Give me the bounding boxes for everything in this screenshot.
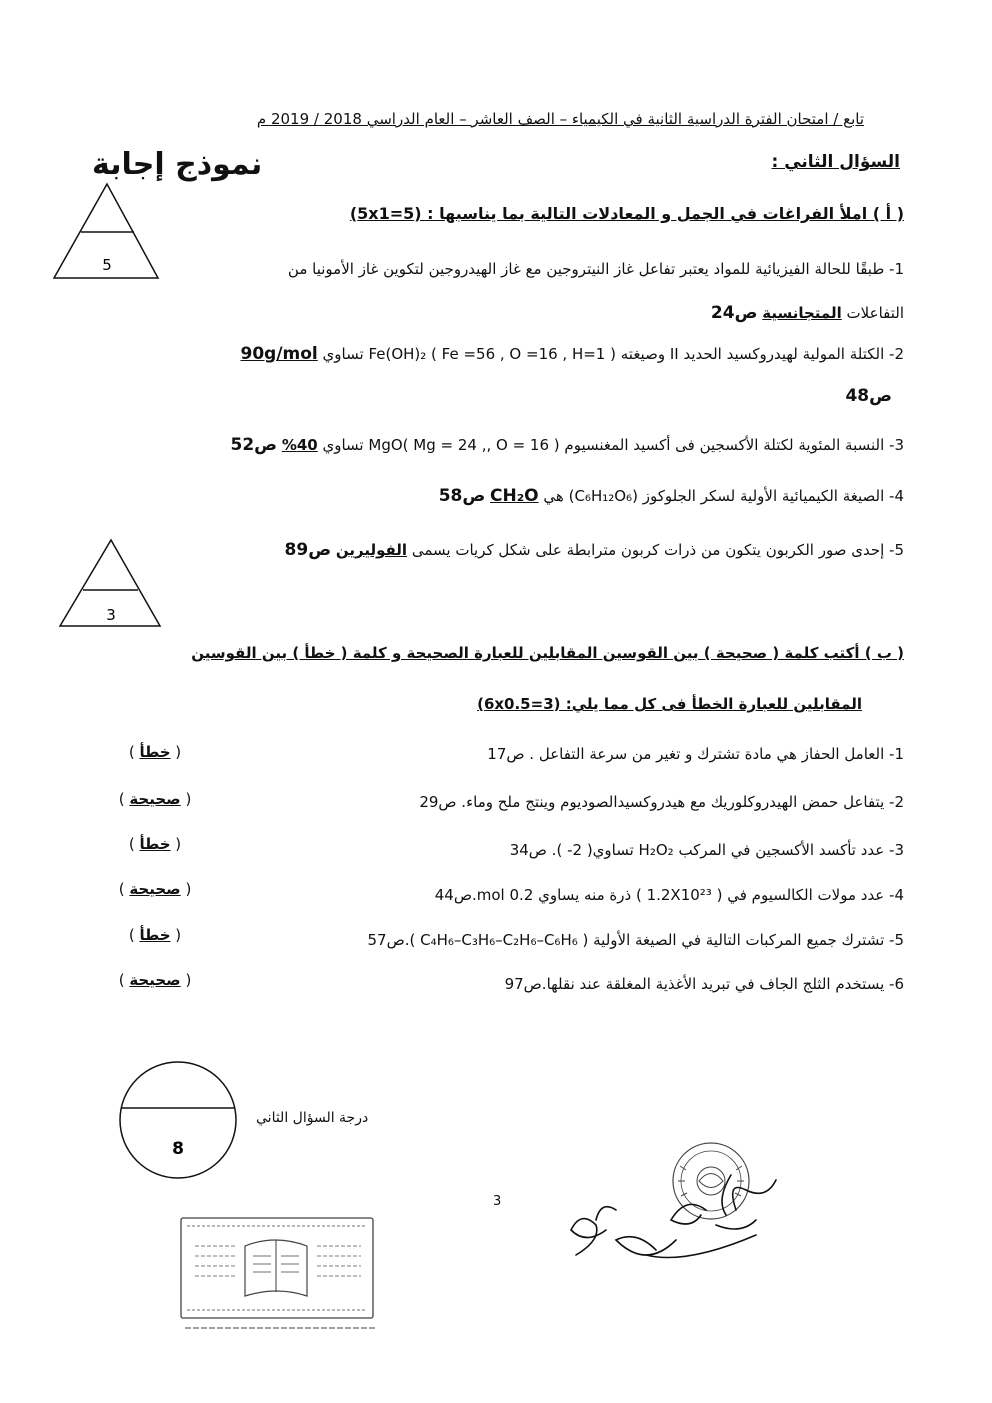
part-b-instruction-line1: ( ب ) أكتب كلمة ( صحيحة ) بين القوسين المقابلين للعبارة الصحيحة و كلمة ( خطأ ) بين القوسين: [191, 644, 904, 662]
part-a-item-4-answer: CH₂O: [490, 486, 539, 506]
part-a-item-3: [230, 435, 904, 455]
part-b-item-1: 1- العامل الحفاز هي مادة تشترك و تغير من سرعة التفاعل . ص17: [487, 745, 904, 763]
part-a-item-4-text: 4- الصيغة الكيميائية الأولية لسكر الجلوكوز (C₆H₁₂O₆) هي: [543, 487, 904, 505]
exam-header-title: تابع / امتحان الفترة الدراسية الثانية في الكيمياء – الصف العاشر – العام الدراسي 2018 / 2019 م: [256, 110, 864, 128]
question-title: السؤال الثاني :: [771, 152, 900, 172]
part-b-item-4-answer-box: ( صحيحة ): [118, 880, 192, 898]
part-a-item-1-page: ص24: [710, 303, 758, 323]
part-b-item-4-answer: صحيحة: [129, 880, 181, 898]
part-b-item-5-answer-box: ( خطأ ): [128, 926, 182, 944]
part-b-item-3-answer: خطأ: [139, 835, 171, 853]
score-triangle-b: [58, 538, 164, 632]
part-a-item-3-page: ص52: [230, 435, 278, 455]
part-a-item-2-page: ص48: [845, 386, 892, 406]
total-score-circle: [116, 1058, 240, 1182]
part-b-item-6-answer: صحيحة: [129, 971, 181, 989]
page-number: 3: [493, 1194, 502, 1209]
part-b-item-1-answer: خطأ: [139, 743, 171, 761]
part-a-item-4-page: ص58: [438, 486, 486, 506]
part-a-item-4: [439, 486, 904, 506]
part-b-item-5-answer: خطأ: [139, 926, 171, 944]
part-a-item-1-answer: المتجانسية: [762, 304, 842, 322]
part-b-item-5: 5- تشترك جميع المركبات التالية في الصيغة الأولية ( C₄H₆–C₃H₆–C₂H₆–C₆H₆ ).ص57: [367, 931, 904, 949]
part-a-item-3-text: 3- النسبة المئوية لكتلة الأكسجين فى أكسيد المغنسيوم MgO( Mg = 24 ,, O = 16 ) تساوي: [322, 436, 904, 454]
part-b-item-4: 4- عدد مولات الكالسيوم في ( 1.2X10²³ ) ذرة منه يساوي 0.2 mol.ص44: [434, 886, 904, 904]
part-a-item-2-text: 2- الكتلة المولية لهيدروكسيد الحديد II وصيغته Fe(OH)₂ ( Fe =56 , O =16 , H=1 ) تساوي: [322, 345, 904, 363]
part-b-item-6: 6- يستخدم الثلج الجاف في تبريد الأغذية المغلقة عند نقلها.ص97: [504, 975, 904, 993]
part-b-item-2-answer-box: ( صحيحة ): [118, 790, 192, 808]
part-a-item-5: [285, 540, 904, 560]
part-a-item-1-line1: 1- طبقًا للحالة الفيزيائية للمواد يعتبر تفاعل غاز النيتروجين مع غاز الهيدروجين لتكوين غاز الأمونيا من: [287, 260, 904, 278]
part-b-item-3-answer-box: ( خطأ ): [128, 835, 182, 853]
part-b-item-6-answer-box: ( صحيحة ): [118, 971, 192, 989]
part-a-item-2: [241, 344, 905, 364]
part-a-item-5-page: ص89: [284, 540, 332, 560]
part-b-item-2-answer: صحيحة: [129, 790, 181, 808]
part-b-item-3: 3- عدد تأكسد الأكسجين في المركب H₂O₂ تساوي( 2- ). ص34: [509, 841, 904, 859]
score-triangle-a-value: 5: [102, 256, 112, 274]
part-b-instruction-line2: المقابلين للعبارة الخطأ فى كل مما يلي: (6x0.5=3): [477, 695, 862, 713]
part-a-item-2-answer: 90g/mol: [240, 344, 318, 364]
part-a-item-3-answer: 40%: [281, 436, 318, 454]
part-b-item-2: 2- يتفاعل حمض الهيدروكلوريك مع هيدروكسيدالصوديوم وينتج ملح وماء. ص29: [419, 793, 904, 811]
score-triangle-b-value: 3: [106, 606, 116, 624]
part-b-item-1-answer-box: ( خطأ ): [128, 743, 182, 761]
model-answer-title: نموذج إجابة: [92, 147, 263, 182]
part-a-item-5-text: 5- إحدى صور الكربون يتكون من ذرات كربون مترابطة على شكل كريات يسمى: [411, 541, 904, 559]
part-a-item-1-text: التفاعلات: [846, 304, 904, 322]
curriculum-stamp-icon: [175, 1206, 380, 1336]
total-score-value: 8: [172, 1139, 184, 1159]
score-triangle-a: [52, 182, 162, 282]
part-a-instruction: ( أ ) املأ الفراغات في الجمل و المعادلات التالية بما يناسبها : (5x1=5): [349, 204, 904, 223]
part-a-item-1-line2: [711, 303, 904, 323]
signature-icon: [556, 1150, 806, 1280]
part-a-item-5-answer: الفوليرين: [335, 541, 408, 559]
total-score-label: درجة السؤال الثاني: [256, 1110, 369, 1126]
